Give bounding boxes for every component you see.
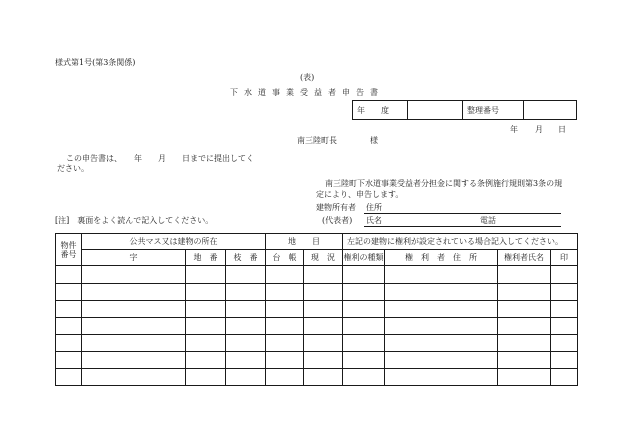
cell[interactable] [385,352,498,369]
declaration-line2: 定により、申告します。 [316,190,404,199]
cell[interactable] [343,369,385,386]
header-holder-address: 権 利 者 住 所 [385,250,498,266]
cell[interactable] [304,352,343,369]
cell[interactable] [56,369,82,386]
cell[interactable] [343,284,385,301]
cell[interactable] [551,301,578,318]
owner-label: 建物所有者 [316,203,356,212]
cell[interactable] [82,266,186,284]
cell[interactable] [551,369,578,386]
header-rights-group: 左記の建物に権利が設定されている場合記入してください。 [343,234,578,250]
deadline-note-line1: この申告書は、 年 月 日までに提出してく [66,154,254,163]
year-reference-box [352,100,577,120]
cell[interactable] [304,318,343,335]
year-label: 年 度 [353,101,408,120]
cell[interactable] [266,266,304,284]
table-row [56,266,578,284]
cell[interactable] [186,335,226,352]
header-holder-name: 権利者氏名 [498,250,551,266]
cell[interactable] [82,335,186,352]
table-row [56,352,578,369]
cell[interactable] [304,266,343,284]
cell[interactable] [56,318,82,335]
form-number: 様式第1号(第3条関係) [55,58,136,67]
cell[interactable] [56,284,82,301]
cell[interactable] [56,266,82,284]
header-seal: 印 [551,250,578,266]
cell[interactable] [498,335,551,352]
addressee-honorific: 様 [370,136,378,145]
cell[interactable] [226,352,266,369]
header-aza: 字 [82,250,186,266]
cell[interactable] [551,335,578,352]
header-right-type: 権利の種類 [343,250,385,266]
cell[interactable] [266,335,304,352]
cell[interactable] [266,352,304,369]
cell[interactable] [186,318,226,335]
table-marker: (表) [300,73,315,82]
cell[interactable] [343,301,385,318]
cell[interactable] [186,284,226,301]
cell[interactable] [498,284,551,301]
cell[interactable] [385,369,498,386]
cell[interactable] [385,335,498,352]
header-register: 台 帳 [266,250,304,266]
cell[interactable] [385,266,498,284]
table-row [56,301,578,318]
cell[interactable] [304,369,343,386]
cell[interactable] [82,284,186,301]
reference-number-label: 整理番号 [463,101,524,120]
date-day-label: 日 [558,125,566,134]
cell[interactable] [498,352,551,369]
cell[interactable] [551,352,578,369]
cell[interactable] [304,335,343,352]
cell[interactable] [56,301,82,318]
cell[interactable] [226,266,266,284]
cell[interactable] [82,369,186,386]
cell[interactable] [186,369,226,386]
property-table [55,233,578,386]
cell[interactable] [82,318,186,335]
cell[interactable] [266,284,304,301]
cell[interactable] [498,369,551,386]
date-month-label: 月 [535,125,543,134]
cell[interactable] [266,369,304,386]
table-row [56,284,578,301]
cell[interactable] [186,352,226,369]
addressee-name: 南三陸町長 [297,136,337,145]
header-lot-number: 地 番 [186,250,226,266]
name-label: 氏名 [366,216,382,225]
cell[interactable] [82,352,186,369]
cell[interactable] [304,284,343,301]
declaration-line1: 南三陸町下水道事業受益者分担金に関する条例施行規則第3条の規 [325,179,563,188]
cell[interactable] [56,335,82,352]
cell[interactable] [498,301,551,318]
cell[interactable] [385,301,498,318]
cell[interactable] [186,266,226,284]
cell[interactable] [551,284,578,301]
cell[interactable] [343,335,385,352]
cell[interactable] [498,318,551,335]
cell[interactable] [551,266,578,284]
address-label: 住所 [366,203,382,212]
cell[interactable] [226,369,266,386]
cell[interactable] [498,266,551,284]
header-branch-number: 枝 番 [226,250,266,266]
cell[interactable] [266,301,304,318]
representative-label: (代表者) [322,216,353,225]
cell[interactable] [56,352,82,369]
header-actual-state: 現 況 [304,250,343,266]
cell[interactable] [82,301,186,318]
header-item-number: 物件番号 [56,234,82,266]
date-year-label: 年 [510,125,518,134]
cell[interactable] [343,266,385,284]
deadline-note-line2: ださい。 [57,164,89,173]
cell[interactable] [186,301,226,318]
name-phone-underline[interactable] [364,226,561,227]
cell[interactable] [343,318,385,335]
cell[interactable] [385,284,498,301]
cell[interactable] [226,318,266,335]
table-row [56,318,578,335]
cell[interactable] [304,301,343,318]
header-land-category-group: 地 目 [266,234,343,250]
cell[interactable] [226,284,266,301]
header-location-group: 公共マス又は建物の所在 [82,234,266,250]
table-row [56,369,578,386]
address-underline[interactable] [364,213,561,214]
cell[interactable] [226,301,266,318]
phone-label: 電話 [480,216,496,225]
cell[interactable] [385,318,498,335]
cell[interactable] [226,335,266,352]
reference-number-field[interactable] [524,101,577,120]
year-field[interactable] [408,101,463,120]
cell[interactable] [343,352,385,369]
cell[interactable] [551,318,578,335]
instruction-note: [注] 裏面をよく読んで記入してください。 [55,216,214,225]
page-title: 下水道事業受益者申告書 [230,88,384,97]
table-row [56,335,578,352]
cell[interactable] [266,318,304,335]
